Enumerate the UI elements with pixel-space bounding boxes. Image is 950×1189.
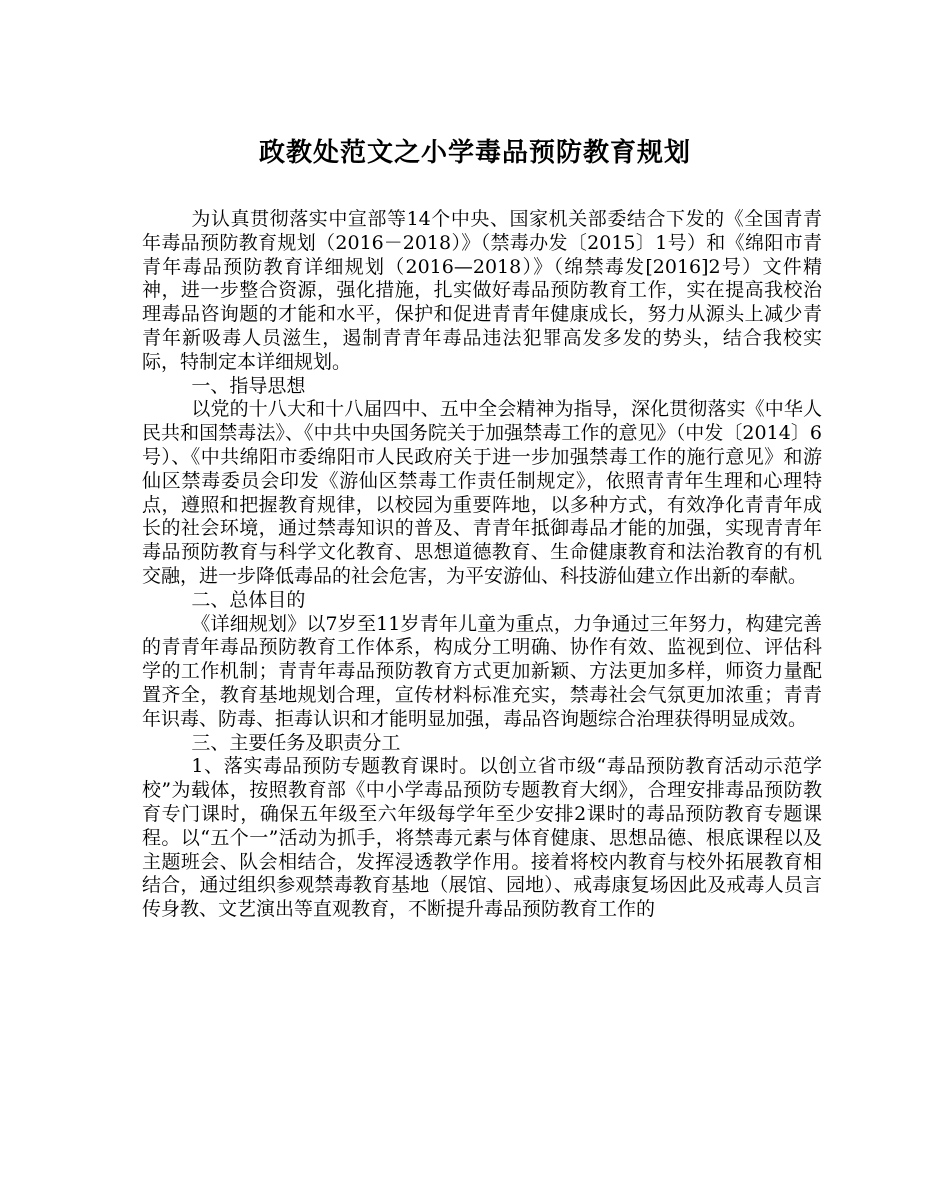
section-heading-overall-goal: 二、总体目的 bbox=[191, 588, 306, 611]
paragraph-intro: 为认真贯彻落实中宣部等14个中央、国家机关部委结合下发的《全国青青年毒品预防教育规划（2016－2018）》（禁毒办发〔2015〕1号）和《绵阳市青青年毒品预防教育详细规划（2016—2018）》（绵禁毒发[2016]2号）文件精神，进一步整合资源，强化措施，扎实做好毒品预防教育工作，实在提高我校治理毒品咨询题的才能和水平，保护和促进青青年健康成长，努力从源头上减少青青年新吸毒人员滋生，遏制青青年毒品违法犯罪高发多发的势头，结合我校实际，特制定本详细规划。 bbox=[142, 208, 822, 373]
section-heading-main-tasks: 三、主要任务及职责分工 bbox=[191, 731, 401, 754]
paragraph-guiding-ideology: 以党的十八大和十八届四中、五中全会精神为指导，深化贯彻落实《中华人民共和国禁毒法》、《中共中央国务院关于加强禁毒工作的意见》（中发〔2014〕6号）、《中共绵阳市委绵阳市人民政府关于进一步加强禁毒工作的施行意见》和游仙区禁毒委员会印发《游仙区禁毒工作责任制规定》，依照青青年生理和心理特点，遵照和把握教育规律，以校园为重要阵地，以多种方式，有效净化青青年成长的社会环境，通过禁毒知识的普及、青青年抵御毒品才能的加强，实现青青年毒品预防教育与科学文化教育、思想道德教育、生命健康教育和法治教育的有机交融，进一步降低毒品的社会危害，为平安游仙、科技游仙建立作出新的奉献。 bbox=[142, 398, 822, 587]
paragraph-task-1: 1、落实毒品预防专题教育课时。以创立省市级“毒品预防教育活动示范学校”为载体，按照教育部《中小学毒品预防专题教育大纲》，合理安排毒品预防教育专门课时，确保五年级至六年级每学年至少安排2课时的毒品预防教育专题课程。以“五个一”活动为抓手，将禁毒元素与体育健康、思想品德、根底课程以及主题班会、队会相结合，发挥浸透教学作用。接着将校内教育与校外拓展教育相结合，通过组织参观禁毒教育基地（展馆、园地）、戒毒康复场因此及戒毒人员言传身教、文艺演出等直观教育，不断提升毒品预防教育工作的 bbox=[142, 755, 822, 921]
document-body bbox=[142, 208, 822, 922]
document-title: 政教处范文之小学毒品预防教育规划 bbox=[258, 138, 691, 168]
section-heading-guiding-ideology: 一、指导思想 bbox=[191, 374, 306, 397]
paragraph-overall-goal: 《详细规划》以7岁至11岁青年儿童为重点，力争通过三年努力，构建完善的青青年毒品预防教育工作体系，构成分工明确、协作有效、监视到位、评估科学的工作机制；青青年毒品预防教育方式更加新颖、方法更加多样，师资力量配置齐全，教育基地规划合理，宣传材料标准充实，禁毒社会气氛更加浓重；青青年识毒、防毒、拒毒认识和才能明显加强，毒品咨询题综合治理获得明显成效。 bbox=[142, 612, 822, 730]
